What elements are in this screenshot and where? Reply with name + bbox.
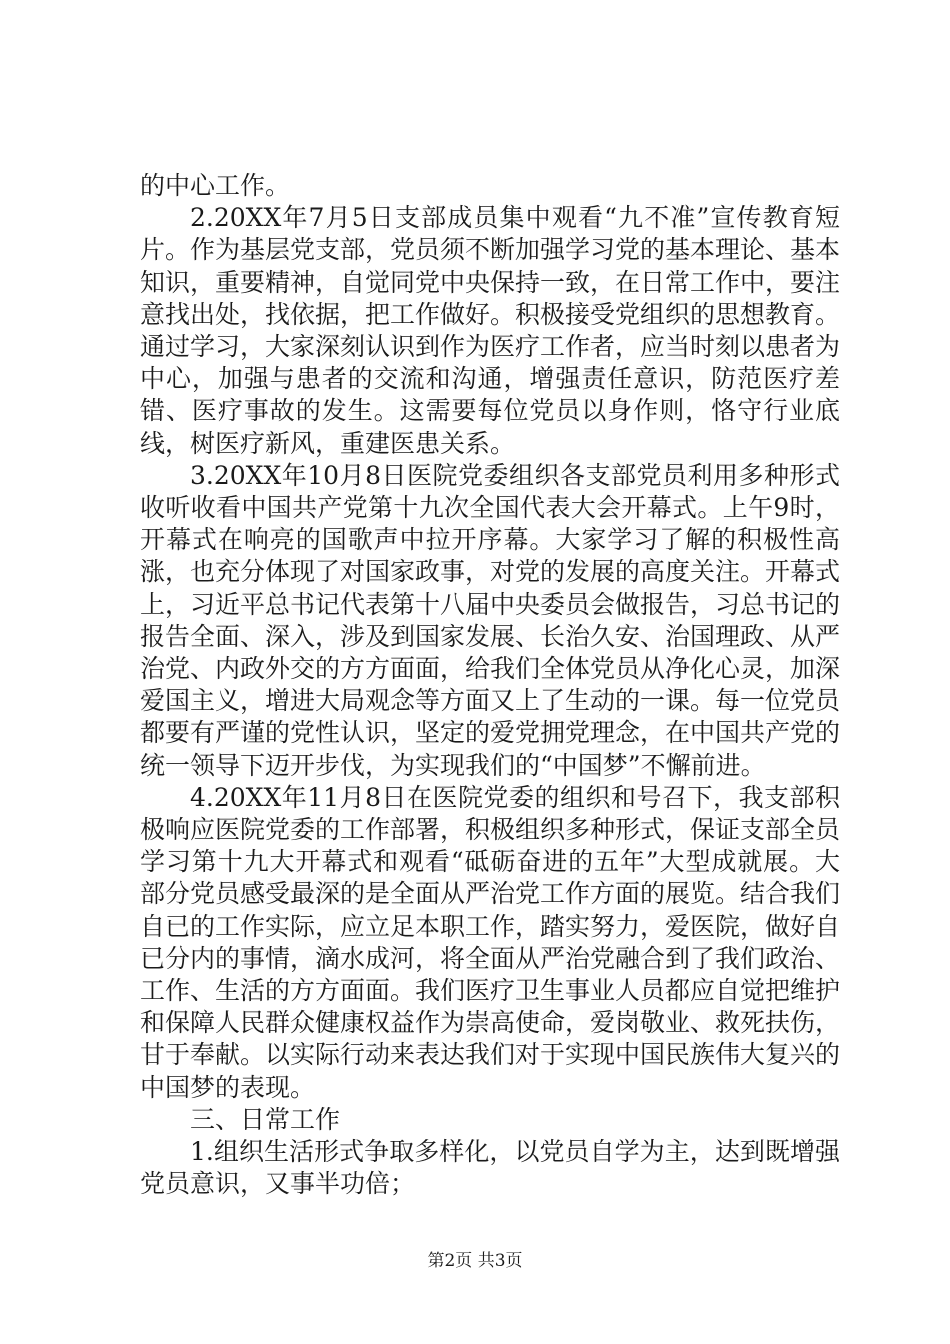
section-heading-daily-work: 三、日常工作 [190, 1104, 341, 1134]
page-number-footer: 第2页 共3页 [427, 1251, 523, 1271]
paragraph-item-2: 2.20XX年7月5日支部成员集中观看“九不准”宣传教育短片。作为基层党支部，党员须不断加强学习党的基本理论、基本知识，重要精神，自觉同党中央保持一致，在日常工作中，要注意找出处，找依据，把工作做好。积极接受党组织的思想教育。通过学习，大家深刻认识到作为医疗工作者，应当时刻以患者为中心，加强与患者的交流和沟通，增强责任意识，防范医疗差错、医疗事故的发生。这需要每位党员以身作则，恪守行业底线，树医疗新风，重建医患关系。 [140, 203, 841, 458]
paragraph-daily-work-1: 1.组织生活形式争取多样化，以党员自学为主，达到既增强党员意识，又事半功倍； [140, 1137, 840, 1199]
document-body [140, 170, 840, 1201]
paragraph-item-3: 3.20XX年10月8日医院党委组织各支部党员利用多种形式收听收看中国共产党第十九次全国代表大会开幕式。上午9时，开幕式在响亮的国歌声中拉开序幕。大家学习了解的积极性高涨，也充分体现了对国家政事，对党的发展的高度关注。开幕式上，习近平总书记代表第十八届中央委员会做报告，习总书记的报告全面、深入，涉及到国家发展、长治久安、治国理政、从严治党、内政外交的方方面面，给我们全体党员从净化心灵，加深爱国主义，增进大局观念等方面又上了生动的一课。每一位党员都要有严谨的党性认识，坚定的爱党拥党理念，在中国共产党的统一领导下迈开步伐，为实现我们的“中国梦”不懈前进。 [140, 460, 841, 780]
paragraph-continuation: 的中心工作。 [140, 171, 291, 200]
paragraph-item-4: 4.20XX年11月8日在医院党委的组织和号召下，我支部积极响应医院党委的工作部署，积极组织多种形式，保证支部全员学习第十九大开幕式和观看“砥砺奋进的五年”大型成就展。大部分党员感受最深的是全面从严治党工作方面的展览。结合我们自已的工作实际，应立足本职工作，踏实努力，爱医院，做好自已分内的事情，滴水成河，将全面从严治党融合到了我们政治、工作、生活的方方面面。我们医疗卫生事业人员都应自觉把维护和保障人民群众健康权益作为崇高使命，爱岗敬业、救死扶伤，甘于奉献。以实际行动来表达我们对于实现中国民族伟大复兴的中国梦的表现。 [140, 782, 841, 1102]
